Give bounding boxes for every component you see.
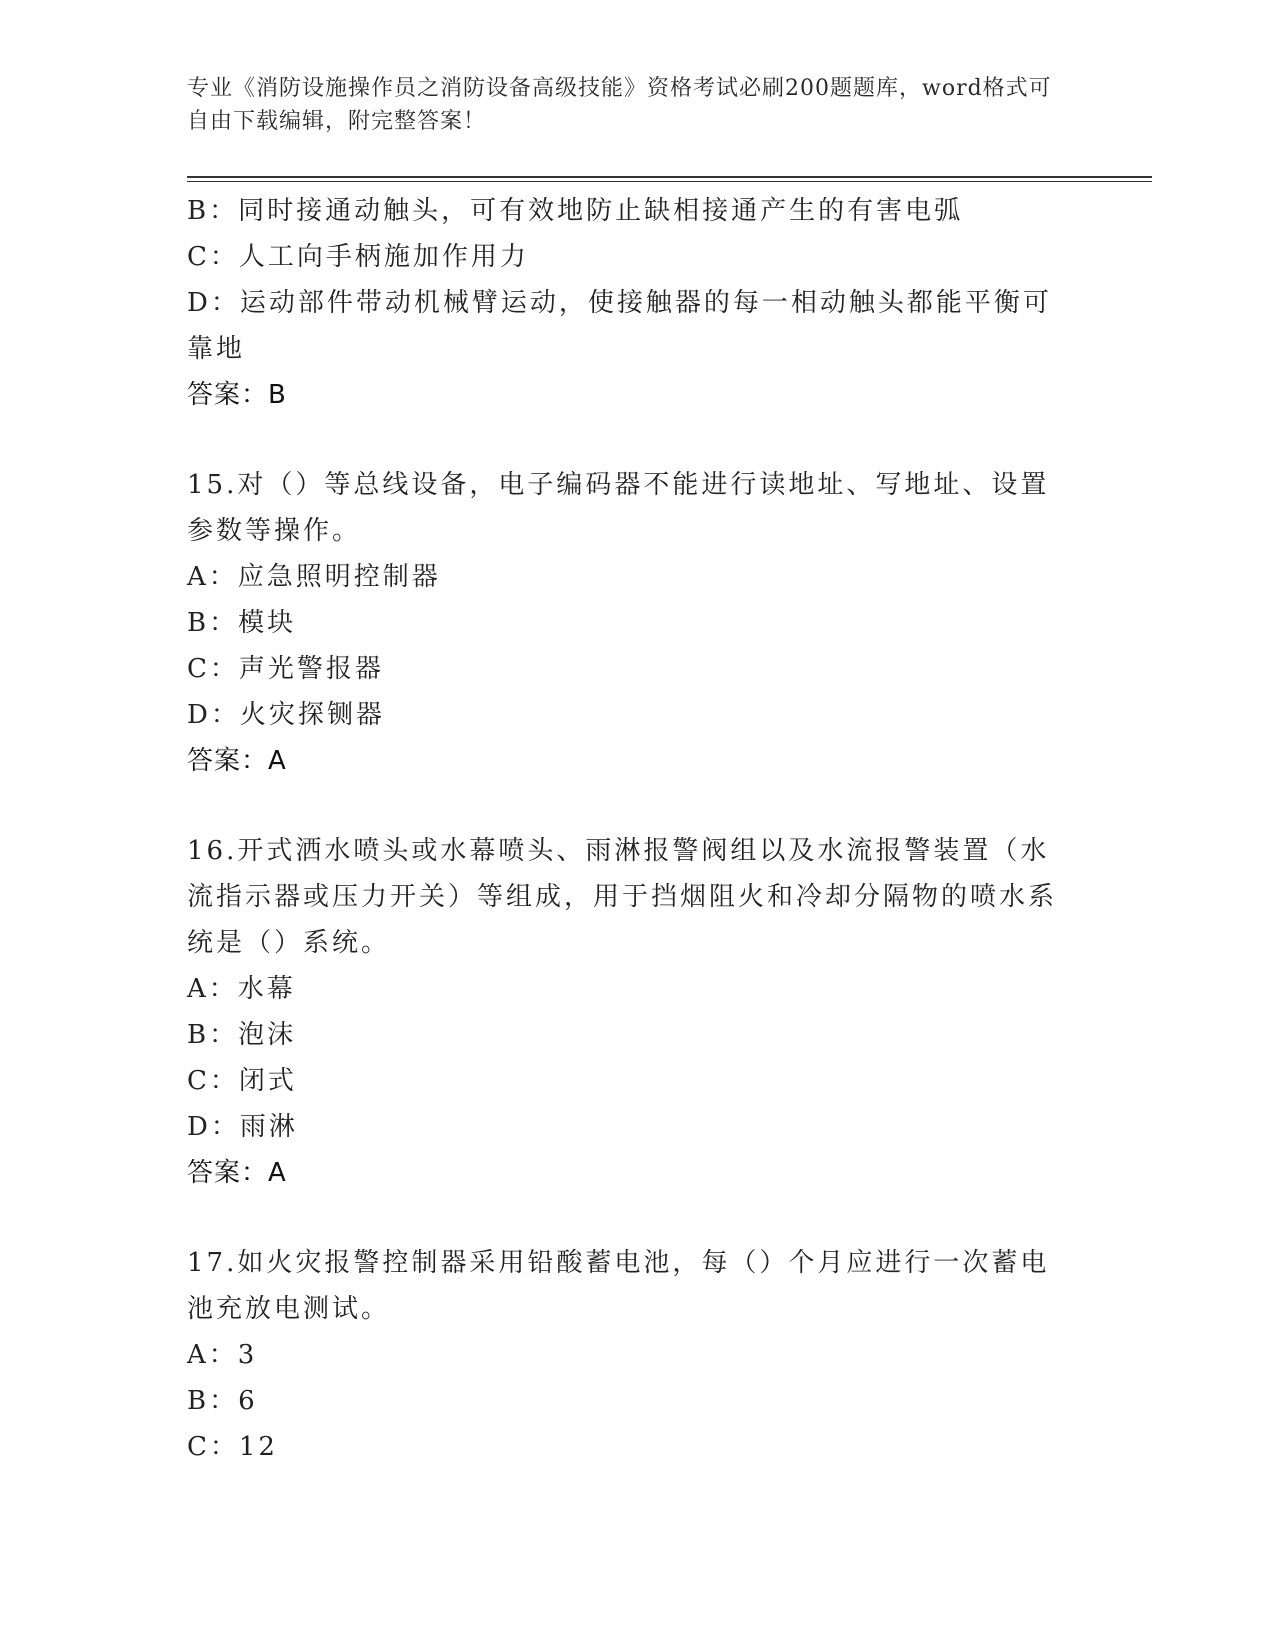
option-a: A：3 [187,1340,258,1370]
question-stem: 15.对（）等总线设备，电子编码器不能进行读地址、写地址、设置参数等操作。 [187,470,1050,546]
option-d: D：火灾探铡器 [187,700,385,730]
question-14-continued [187,188,1067,418]
question-15 [187,462,1067,784]
option-b: B：同时接通动触头，可有效地防止缺相接通产生的有害电弧 [187,196,964,226]
answer-line: 答案：A [187,746,287,776]
option-d: D：雨淋 [187,1112,298,1142]
spacer [187,784,1067,828]
document-body [187,188,1067,1470]
question-stem: 16.开式洒水喷头或水幕喷头、雨淋报警阀组以及水流报警装置（水流指示器或压力开关）等组成，用于挡烟阻火和冷却分隔物的喷水系统是（）系统。 [187,836,1058,958]
header-text: 专业《消防设施操作员之消防设备高级技能》资格考试必刷200题题库，word格式可自由下载编辑，附完整答案！ [187,76,1052,134]
spacer [187,418,1067,462]
page-header [187,72,1067,138]
option-d: D：运动部件带动机械臂运动，使接触器的每一相动触头都能平衡可靠地 [187,288,1052,364]
option-b: B：模块 [187,608,297,638]
spacer [187,1196,1067,1240]
header-divider-thick [187,176,1152,178]
option-a: A：应急照明控制器 [187,562,441,592]
header-divider-thin [187,181,1152,182]
option-b: B：泡沫 [187,1020,297,1050]
option-c: C：闭式 [187,1066,297,1096]
option-c: C：12 [187,1432,278,1462]
question-17 [187,1240,1067,1470]
answer-line: 答案：A [187,1158,287,1188]
answer-line: 答案：B [187,380,287,410]
option-b: B：6 [187,1386,258,1416]
option-c: C：人工向手柄施加作用力 [187,242,529,272]
option-c: C：声光警报器 [187,654,384,684]
question-16 [187,828,1067,1196]
question-stem: 17.如火灾报警控制器采用铅酸蓄电池，每（）个月应进行一次蓄电池充放电测试。 [187,1248,1050,1324]
option-a: A：水幕 [187,974,296,1004]
